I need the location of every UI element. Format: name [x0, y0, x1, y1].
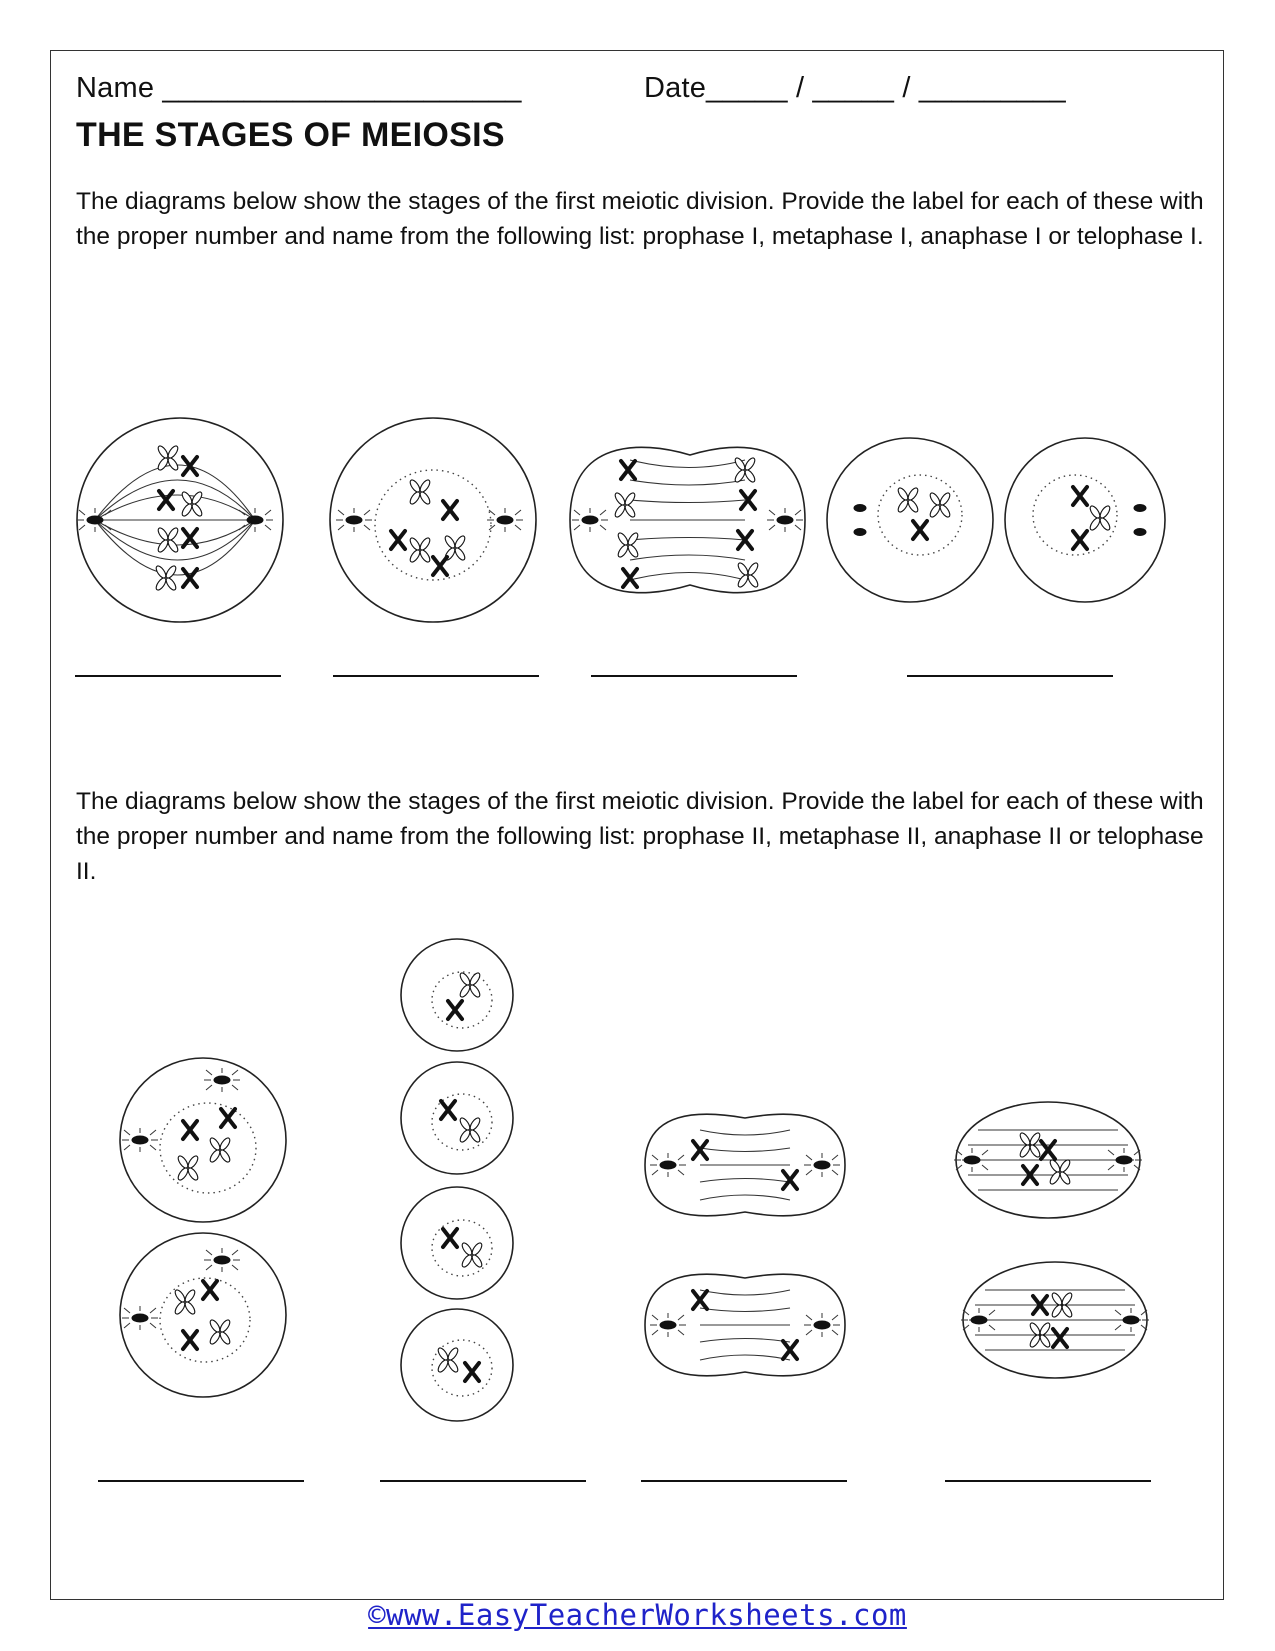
date-field[interactable]: Date_____ / _____ / _________ [644, 72, 1066, 104]
meiosis-ii-diagrams [0, 930, 1275, 1430]
answer-line-7[interactable] [641, 1480, 847, 1482]
page-title: THE STAGES OF MEIOSIS [76, 116, 505, 154]
answer-line-6[interactable] [380, 1480, 586, 1482]
section1-instructions: The diagrams below show the stages of the first meiotic division. Provide the label for each of these with the proper number and name from the following list: prophase I, metaphase I, anaphase I or telophase I. [76, 188, 1204, 250]
meiosis-i-diagrams [0, 400, 1275, 640]
answer-line-4[interactable] [907, 675, 1113, 677]
section2-instructions: The diagrams below show the stages of the first meiotic division. Provide the label for each of these with the proper number and name from the following list: prophase II, metaphase II, anaphase II or telophase II. [76, 788, 1204, 885]
cell-diagram-1 [77, 418, 283, 622]
cell-diagram-4 [827, 438, 1165, 602]
cell-diagram-6 [401, 939, 513, 1421]
answer-line-3[interactable] [591, 675, 797, 677]
cell-diagram-2 [330, 418, 536, 622]
name-field[interactable]: Name ______________________ [76, 72, 522, 104]
answer-line-5[interactable] [98, 1480, 304, 1482]
cell-diagram-5 [120, 1058, 286, 1397]
cell-diagram-3 [570, 447, 805, 592]
cell-diagram-7 [645, 1114, 845, 1376]
answer-line-2[interactable] [333, 675, 539, 677]
answer-line-8[interactable] [945, 1480, 1151, 1482]
footer [0, 1598, 1275, 1632]
answer-line-1[interactable] [75, 675, 281, 677]
cell-diagram-8 [954, 1102, 1149, 1378]
footer-link[interactable]: ©www.EasyTeacherWorksheets.com [368, 1598, 907, 1632]
